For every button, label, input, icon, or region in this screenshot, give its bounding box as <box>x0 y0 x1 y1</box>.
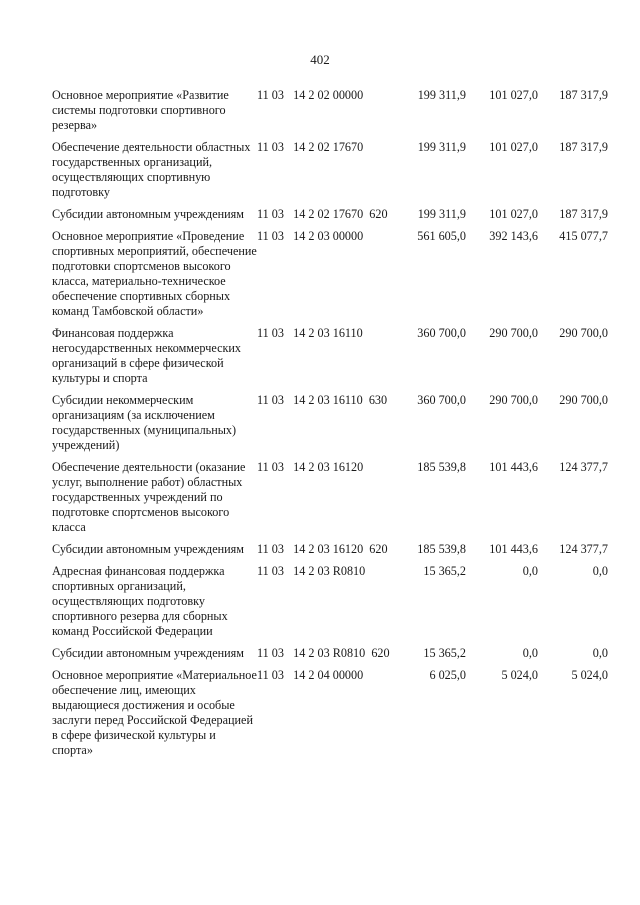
page-number: 402 <box>310 52 330 67</box>
row-value-1: 199 311,9 <box>417 88 466 102</box>
row-value-3: 124 377,7 <box>559 542 608 556</box>
row-name: Обеспечение деятельности областных государственных организаций, осуществляющих спортивную подготовку <box>52 140 251 199</box>
row-value-3: 5 024,0 <box>571 668 608 682</box>
table-row <box>52 393 622 453</box>
row-code: 11 03 14 2 03 R0810 620 <box>257 646 390 660</box>
row-value-3: 0,0 <box>592 564 608 578</box>
row-value-3: 290 700,0 <box>559 393 608 407</box>
row-code: 11 03 14 2 03 16110 630 <box>257 393 388 407</box>
table-row <box>52 326 622 386</box>
row-value-1: 561 605,0 <box>417 229 466 243</box>
row-code: 11 03 14 2 02 00000 <box>257 88 364 102</box>
row-code: 11 03 14 2 03 16120 <box>257 460 364 474</box>
row-name: Основное мероприятие «Развитие системы подготовки спортивного резерва» <box>52 88 229 132</box>
row-value-2: 5 024,0 <box>501 668 538 682</box>
row-code: 11 03 14 2 02 17670 <box>257 140 364 154</box>
row-value-1: 360 700,0 <box>417 393 466 407</box>
row-value-3: 290 700,0 <box>559 326 608 340</box>
row-name: Адресная финансовая поддержка спортивных организаций, осуществляющих подготовку спортивного резерва для сборных команд Российской Федерации <box>52 564 228 638</box>
row-code: 11 03 14 2 03 R0810 <box>257 564 366 578</box>
table-row <box>52 207 622 222</box>
row-value-2: 290 700,0 <box>489 326 538 340</box>
row-value-3: 124 377,7 <box>559 460 608 474</box>
row-value-1: 185 539,8 <box>417 460 466 474</box>
row-code: 11 03 14 2 03 00000 <box>257 229 364 243</box>
table-row <box>52 229 622 319</box>
row-value-2: 101 443,6 <box>489 542 538 556</box>
row-name: Основное мероприятие «Проведение спортивных мероприятий, обеспечение подготовки спортсменов высокого класса, материально-техническое обеспечение спортивных сборных команд Тамбовской области» <box>52 229 257 318</box>
row-name: Субсидии автономным учреждениям <box>52 542 244 556</box>
row-name: Субсидии автономным учреждениям <box>52 207 244 221</box>
row-value-3: 187 317,9 <box>559 140 608 154</box>
table-row <box>52 564 622 639</box>
row-value-3: 0,0 <box>592 646 608 660</box>
row-value-1: 199 311,9 <box>417 207 466 221</box>
table-row <box>52 668 622 758</box>
row-name: Финансовая поддержка негосударственных некоммерческих организаций в сфере физической культуры и спорта <box>52 326 242 385</box>
row-value-1: 199 311,9 <box>417 140 466 154</box>
row-name: Субсидии некоммерческим организациям (за исключением государственных (муниципальных) учреждений) <box>52 393 237 452</box>
row-value-2: 0,0 <box>522 646 538 660</box>
row-name: Основное мероприятие «Материальное обеспечение лиц, имеющих выдающиеся достижения и особые заслуги перед Российской Федерацией в сфере физической культуры и спорта» <box>52 668 257 757</box>
row-value-2: 101 443,6 <box>489 460 538 474</box>
row-value-3: 187 317,9 <box>559 207 608 221</box>
row-value-3: 187 317,9 <box>559 88 608 102</box>
table-row <box>52 646 622 661</box>
row-value-2: 290 700,0 <box>489 393 538 407</box>
table-row <box>52 88 622 133</box>
table-row <box>52 460 622 535</box>
table-row <box>52 140 622 200</box>
row-value-2: 0,0 <box>522 564 538 578</box>
row-value-2: 101 027,0 <box>489 88 538 102</box>
row-value-1: 6 025,0 <box>429 668 466 682</box>
row-code: 11 03 14 2 03 16120 620 <box>257 542 388 556</box>
row-code: 11 03 14 2 02 17670 620 <box>257 207 388 221</box>
row-code: 11 03 14 2 03 16110 <box>257 326 363 340</box>
budget-table <box>52 88 622 765</box>
row-value-2: 101 027,0 <box>489 207 538 221</box>
row-code: 11 03 14 2 04 00000 <box>257 668 364 682</box>
row-name: Обеспечение деятельности (оказание услуг, выполнение работ) областных государственных учреждений по подготовке спортсменов высокого класса <box>52 460 246 534</box>
row-value-1: 15 365,2 <box>423 646 466 660</box>
row-value-3: 415 077,7 <box>559 229 608 243</box>
table-row <box>52 542 622 557</box>
row-name: Субсидии автономным учреждениям <box>52 646 244 660</box>
row-value-1: 360 700,0 <box>417 326 466 340</box>
row-value-2: 392 143,6 <box>489 229 538 243</box>
row-value-1: 15 365,2 <box>423 564 466 578</box>
row-value-1: 185 539,8 <box>417 542 466 556</box>
row-value-2: 101 027,0 <box>489 140 538 154</box>
